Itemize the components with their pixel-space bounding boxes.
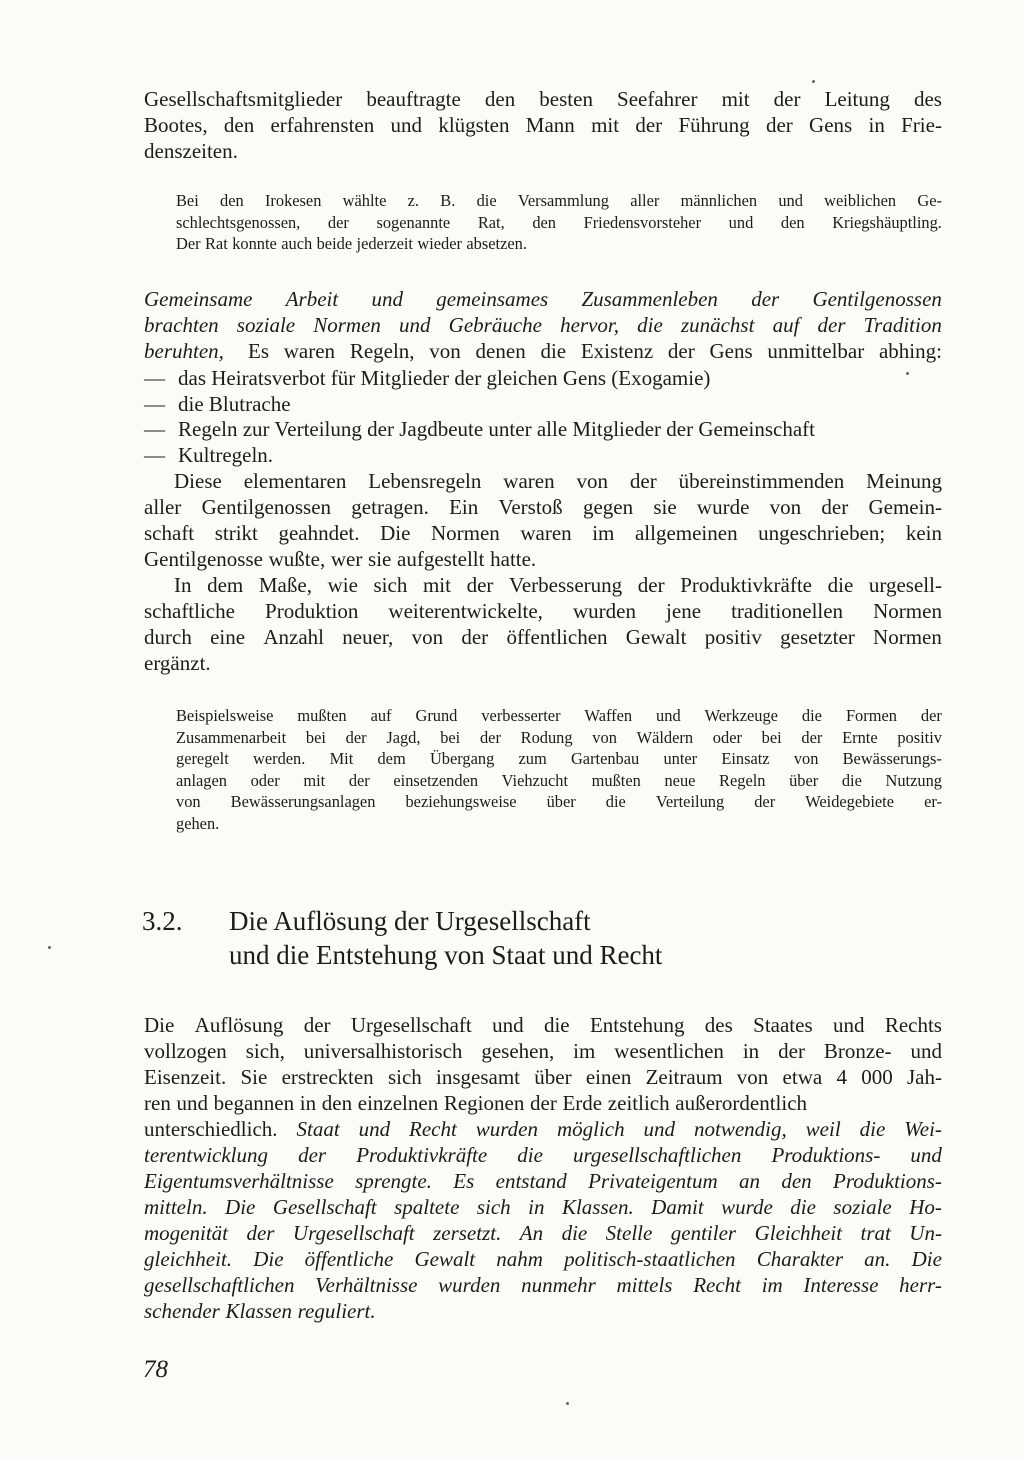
list-item-text: die Blutrache: [178, 391, 291, 416]
text-line: brachten soziale Normen und Gebräuche hervor, die zunächst auf der Tradition: [144, 313, 942, 337]
page-number: 78: [143, 1356, 168, 1383]
text-line: schender Klassen reguliert.: [144, 1299, 376, 1323]
text-line: Die Auflösung der Urgesellschaft und die Entstehung des Staates und Rechts: [144, 1013, 942, 1037]
list-dash: —: [144, 391, 165, 416]
text-line: Eisenzeit. Sie erstreckten sich insgesamt über einen Zeitraum von etwa 4 000 Jah-: [144, 1065, 942, 1089]
text-line: Bootes, den erfahrensten und klügsten Mann mit der Führung der Gens in Frie-: [144, 113, 942, 137]
list-item: [144, 366, 942, 392]
text-line: gleichheit. Die öffentliche Gewalt nahm politisch-staatlichen Charakter an. Die: [144, 1247, 942, 1271]
text-line: Gentilgenosse wußte, wer sie aufgestellt hatte.: [144, 547, 537, 571]
text-line: vollzogen sich, universalhistorisch gesehen, im wesentlichen in der Bronze- und: [144, 1039, 942, 1063]
text-line: Gesellschaftsmitglieder beauftragte den besten Seefahrer mit der Leitung des: [144, 87, 942, 111]
paragraph-continuation: [144, 86, 942, 164]
text-line: Diese elementaren Lebensregeln waren von der übereinstimmenden Meinung: [174, 469, 942, 493]
example-note-irokesen: [176, 190, 942, 255]
text-line: In dem Maße, wie sich mit der Verbesserung der Produktivkräfte die urgesell-: [174, 573, 942, 597]
text-line: Gemeinsame Arbeit und gemeinsames Zusammenleben der Gentilgenossen: [144, 287, 942, 311]
norms-list: [144, 366, 942, 468]
text-line: von Bewässerungsanlagen beziehungsweise über die Verteilung der Weidegebiete er-: [176, 792, 942, 812]
text-line: ergänzt.: [144, 651, 211, 675]
list-item-text: Regeln zur Verteilung der Jagdbeute unter alle Mitglieder der Gemeinschaft: [178, 417, 815, 441]
text-line: mogenität der Urgesellschaft zersetzt. An die Stelle gentiler Gleichheit trat Un-: [144, 1221, 942, 1245]
text-line: schaftliche Produktion weiterentwickelte, wurden jene traditionellen Normen: [144, 599, 942, 623]
text-line: terentwicklung der Produktivkräfte die urgesellschaftlichen Produktions- und: [144, 1143, 942, 1167]
paragraph-elementary-rules: [144, 468, 942, 572]
text-line: Der Rat konnte auch beide jederzeit wieder absetzen.: [176, 234, 527, 254]
paragraph-dissolution: [144, 1012, 942, 1324]
paragraph-productive-forces: [144, 572, 942, 676]
list-item: [144, 417, 942, 443]
text-line: gesellschaftlichen Verhältnisse wurden nunmehr mittels Recht im Interesse herr-: [144, 1273, 942, 1297]
text-line: schlechtsgenossen, der sogenannte Rat, den Friedensvorsteher und den Kriegshäuptling.: [176, 212, 942, 232]
section-title-line-2: und die Entstehung von Staat und Recht: [229, 940, 663, 970]
text-line: geregelt werden. Mit dem Übergang zum Gartenbau unter Einsatz von Bewässerungs-: [176, 749, 942, 769]
text-line: durch eine Anzahl neuer, von der öffentlichen Gewalt positiv gesetzter Normen: [144, 625, 942, 649]
text-line: anlagen oder mit der einsetzenden Viehzucht mußten neue Regeln über die Nutzung: [176, 770, 942, 790]
scan-speck: [812, 80, 815, 83]
text-line: denszeiten.: [144, 139, 238, 163]
text-line: Bei den Irokesen wählte z. B. die Versammlung aller männlichen und weiblichen Ge-: [176, 191, 942, 210]
text-line: beruhten,: [144, 339, 224, 363]
list-dash: —: [144, 442, 165, 467]
list-item-text: das Heiratsverbot für Mitglieder der gleichen Gens (Exogamie): [178, 366, 711, 390]
list-dash: —: [144, 366, 165, 390]
text-line: Eigentumsverhältnisse sprengte. Es entstand Privateigentum an den Produktions-: [144, 1169, 942, 1193]
text-line: schaft strikt geahndet. Die Normen waren im allgemeinen ungeschrieben; kein: [144, 521, 942, 545]
list-dash: —: [144, 417, 165, 441]
list-item: [144, 392, 942, 418]
text-line: ren und begannen in den einzelnen Regionen der Erde zeitlich außerordentlich: [144, 1091, 808, 1115]
text-line: mitteln. Die Gesellschaft spaltete sich in Klassen. Damit wurde die soziale Ho-: [144, 1195, 942, 1219]
scan-speck: [906, 372, 909, 375]
text-line: Zusammenarbeit bei der Jagd, bei der Rodung von Wäldern oder bei der Ernte positiv: [176, 727, 942, 747]
section-number: 3.2.: [142, 906, 183, 936]
scan-speck: [566, 1402, 569, 1405]
section-title-line-1: Die Auflösung der Urgesellschaft: [229, 906, 591, 936]
text-line: Beispielsweise mußten auf Grund verbesserter Waffen und Werkzeuge die Formen der: [176, 706, 942, 725]
example-note-cooperation: [176, 705, 942, 835]
list-item: [144, 443, 942, 469]
scan-speck: [48, 946, 51, 949]
text-line-mixed: unterschiedlich. Staat und Recht wurden möglich und notwendig, weil die Wei-: [144, 1117, 942, 1141]
paragraph-norms-intro-rest: Es waren Regeln, von denen die Existenz der Gens unmittelbar abhing:: [248, 339, 942, 363]
text-line: aller Gentilgenossen getragen. Ein Verstoß gegen sie wurde von der Gemein-: [144, 495, 942, 519]
list-item-text: Kultregeln.: [178, 442, 274, 467]
text-line: gehen.: [176, 813, 220, 833]
